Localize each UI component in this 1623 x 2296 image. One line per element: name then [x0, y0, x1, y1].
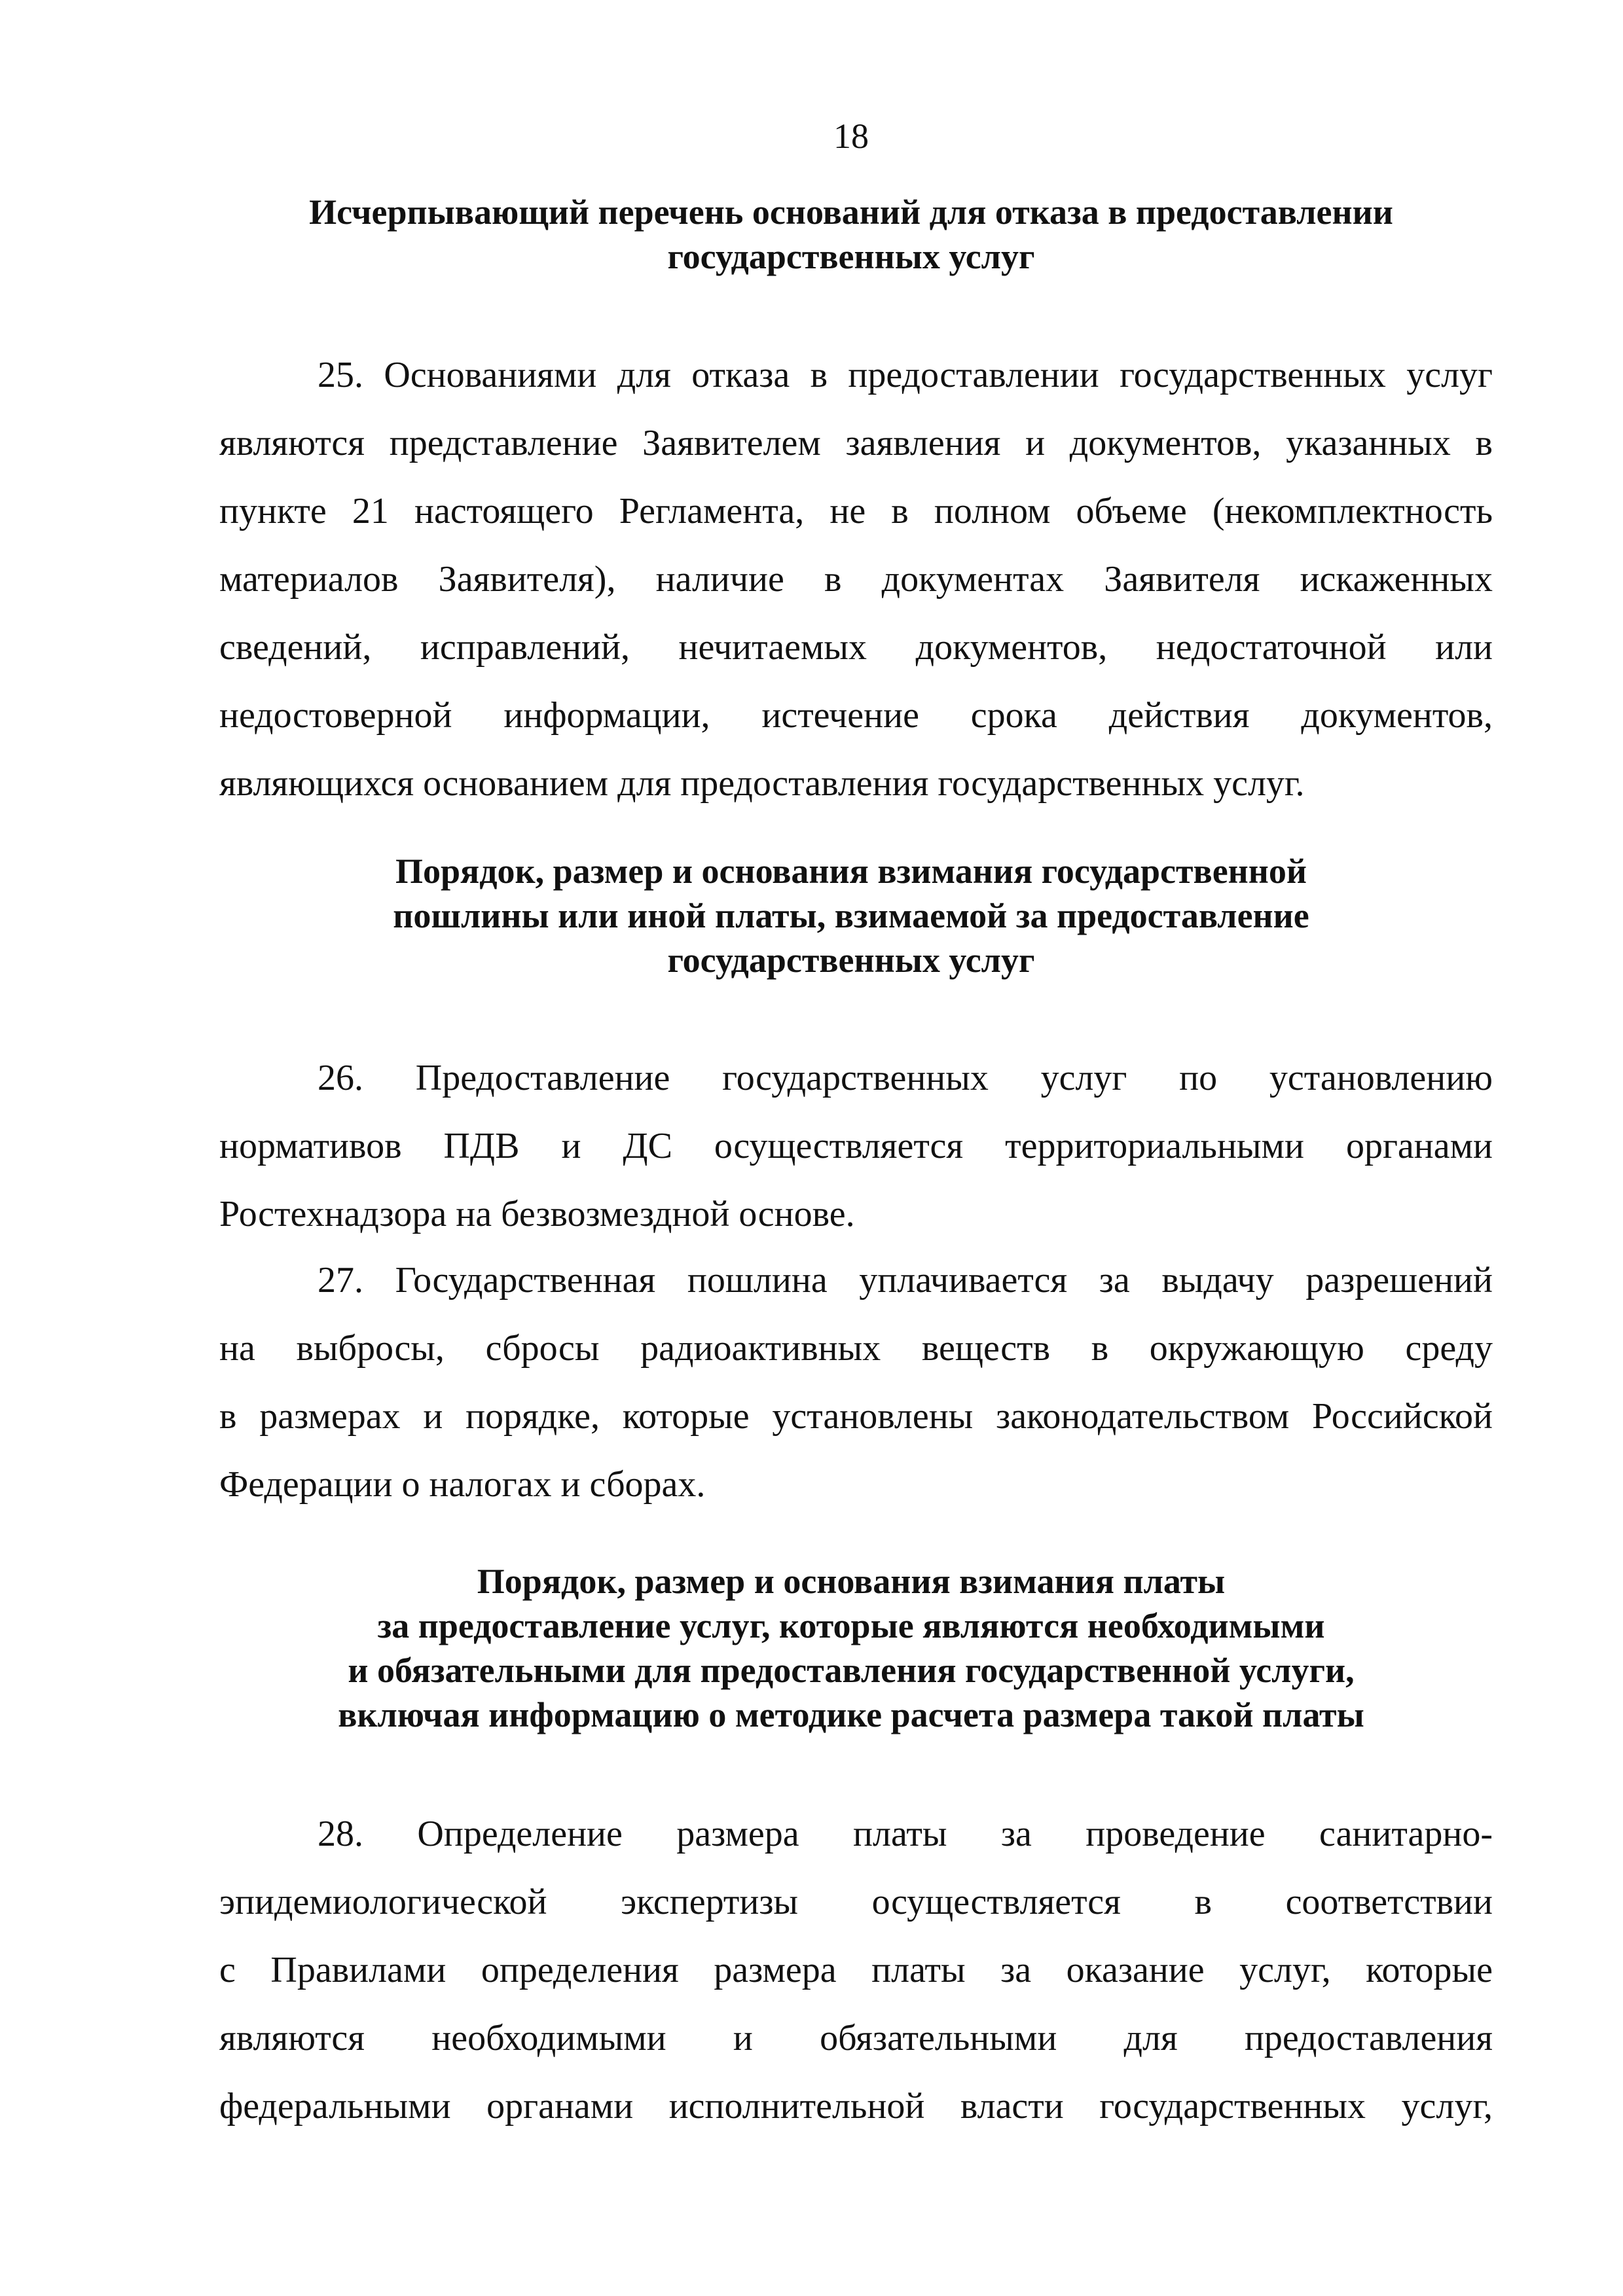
page-number: 18	[833, 117, 869, 156]
paragraph-line: с Правилами определения размера платы за оказание услуг, которые	[219, 1950, 1493, 1990]
heading-line: государственных услуг	[667, 941, 1035, 980]
paragraph-line: являются необходимыми и обязательными для предоставления	[219, 2018, 1493, 2058]
heading-line: пошлины или иной платы, взимаемой за предоставление	[393, 896, 1309, 935]
paragraph-line: недостоверной информации, истечение срока действия документов,	[219, 695, 1493, 736]
heading-line: Порядок, размер и основания взимания государственной	[395, 852, 1307, 891]
paragraph-line: федеральными органами исполнительной власти государственных услуг,	[219, 2086, 1493, 2126]
paragraph-line: Федерации о налогах и сборах.	[219, 1464, 706, 1505]
paragraph-line: в размерах и порядке, которые установлены законодательством Российской	[219, 1396, 1493, 1437]
heading-line: Исчерпывающий перечень оснований для отказа в предоставлении	[309, 192, 1393, 232]
paragraph-25	[219, 341, 1493, 817]
paragraph-line: пункте 21 настоящего Регламента, не в полном объеме (некомплектность	[219, 491, 1493, 531]
paragraph-line: являющихся основанием для предоставления государственных услуг.	[219, 763, 1305, 804]
paragraph-line: Ростехнадзора на безвозмездной основе.	[219, 1194, 855, 1234]
paragraph-line: 26. Предоставление государственных услуг по установлению	[318, 1058, 1493, 1098]
paragraph-27	[219, 1246, 1493, 1518]
section-heading-refusal-grounds	[196, 190, 1506, 279]
heading-line: и обязательными для предоставления государственной услуги,	[348, 1651, 1355, 1690]
section-heading-state-fee	[196, 849, 1506, 982]
paragraph-line: являются представление Заявителем заявления и документов, указанных в	[219, 423, 1493, 463]
paragraph-line: эпидемиологической экспертизы осуществляется в соответствии	[219, 1882, 1493, 1922]
section-heading-service-payment	[196, 1559, 1506, 1737]
paragraph-line: материалов Заявителя), наличие в документах Заявителя искаженных	[219, 559, 1493, 600]
heading-line: государственных услуг	[667, 237, 1035, 276]
heading-line: за предоставление услуг, которые являются необходимыми	[377, 1606, 1325, 1645]
paragraph-line: сведений, исправлений, нечитаемых документов, недостаточной или	[219, 627, 1493, 668]
heading-line: включая информацию о методике расчета размера такой платы	[338, 1695, 1364, 1734]
paragraph-line: на выбросы, сбросы радиоактивных веществ в окружающую среду	[219, 1328, 1493, 1369]
paragraph-28	[219, 1800, 1493, 2140]
paragraph-line: 27. Государственная пошлина уплачивается за выдачу разрешений	[318, 1260, 1493, 1300]
heading-line: Порядок, размер и основания взимания платы	[477, 1562, 1226, 1601]
paragraph-line: нормативов ПДВ и ДС осуществляется территориальными органами	[219, 1126, 1493, 1166]
paragraph-line: 28. Определение размера платы за проведение санитарно-	[318, 1814, 1493, 1854]
paragraph-26	[219, 1044, 1493, 1248]
paragraph-line: 25. Основаниями для отказа в предоставлении государственных услуг	[318, 355, 1493, 395]
